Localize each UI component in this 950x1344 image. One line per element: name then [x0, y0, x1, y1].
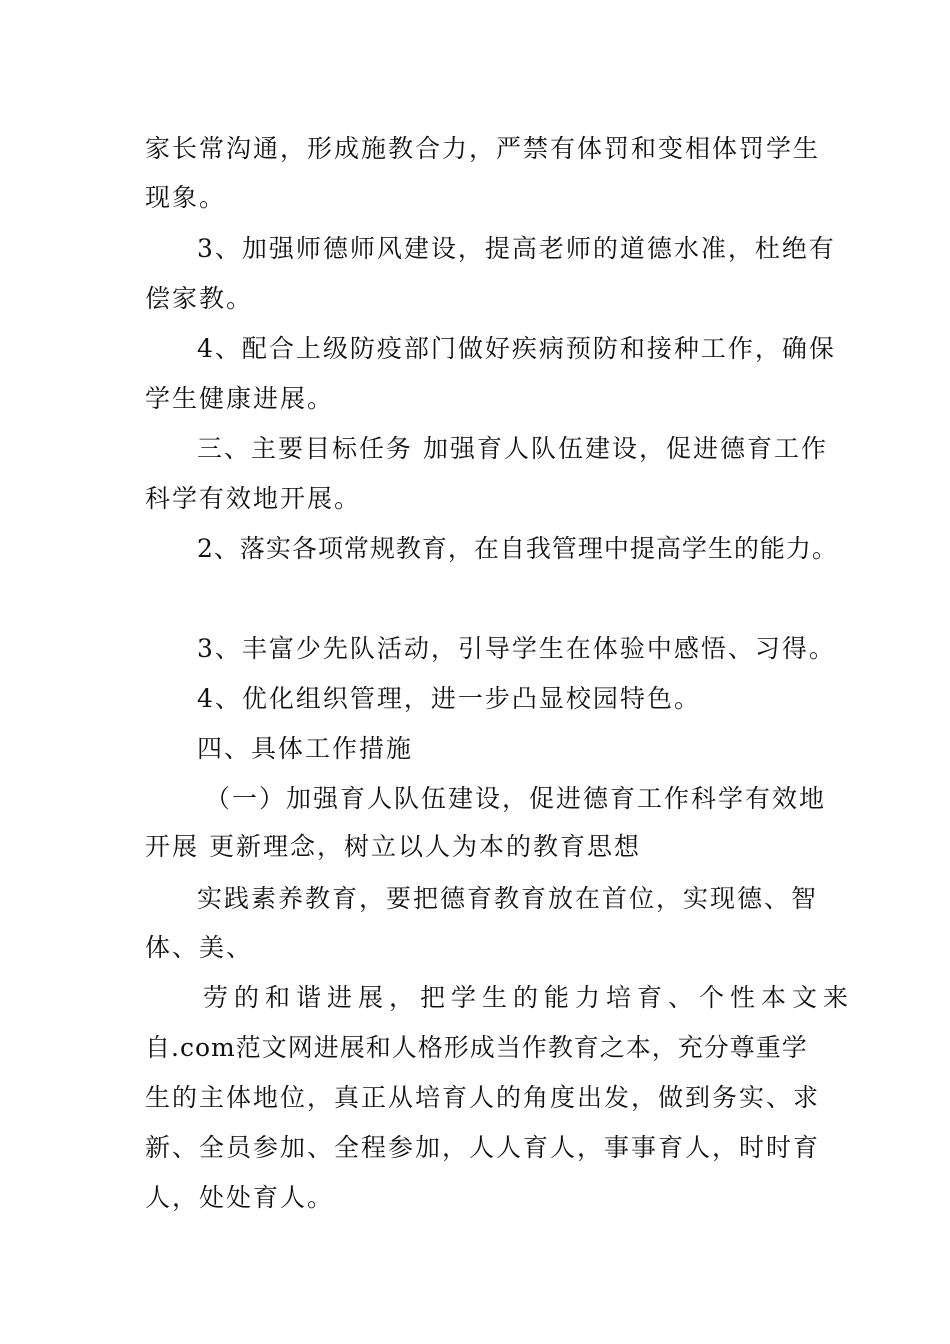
section-heading: 四、具体工作措施: [197, 734, 414, 763]
text-line: 人，处处育人。: [145, 1183, 335, 1212]
text-line: 劳的和谐进展，把学生的能力培育、个性本文来: [203, 983, 855, 1012]
text-line: 自.com范文网进展和人格形成当作教育之本，充分尊重学: [145, 1033, 808, 1062]
text-line: 新、全员参加、全程参加，人人育人，事事育人，时时育: [145, 1133, 821, 1162]
subsection-heading: （一）加强育人队伍建设，促进德育工作科学有效地: [205, 784, 827, 813]
text-line: 4、优化组织管理，进一步凸显校园特色。: [197, 684, 701, 713]
text-line: 体、美、: [145, 933, 254, 962]
text-line: 家长常沟通，形成施教合力，严禁有体罚和变相体罚学生: [145, 134, 821, 163]
text-line: 2、落实各项常规教育，在自我管理中提高学生的能力。: [197, 534, 838, 563]
text-line: 现象。: [145, 183, 227, 212]
text-line: 3、丰富少先队活动，引导学生在体验中感悟、习得。: [197, 634, 836, 663]
text-line: 开展 更新理念，树立以人为本的教育思想: [145, 832, 641, 861]
text-line: 生的主体地位，真正从培育人的角度出发，做到务实、求: [145, 1083, 821, 1112]
text-line: 4、配合上级防疫部门做好疾病预防和接种工作，确保: [197, 334, 836, 363]
text-line: 3、加强师德师风建设，提高老师的道德水准，杜绝有: [197, 234, 836, 263]
text-line: 实践素养教育，要把德育教育放在首位，实现德、智: [197, 884, 819, 913]
text-line: 偿家教。: [145, 284, 254, 313]
section-heading: 三、主要目标任务 加强育人队伍建设，促进德育工作: [197, 434, 828, 463]
text-line: 科学有效地开展。: [145, 484, 362, 513]
text-line: 学生健康进展。: [145, 384, 335, 413]
